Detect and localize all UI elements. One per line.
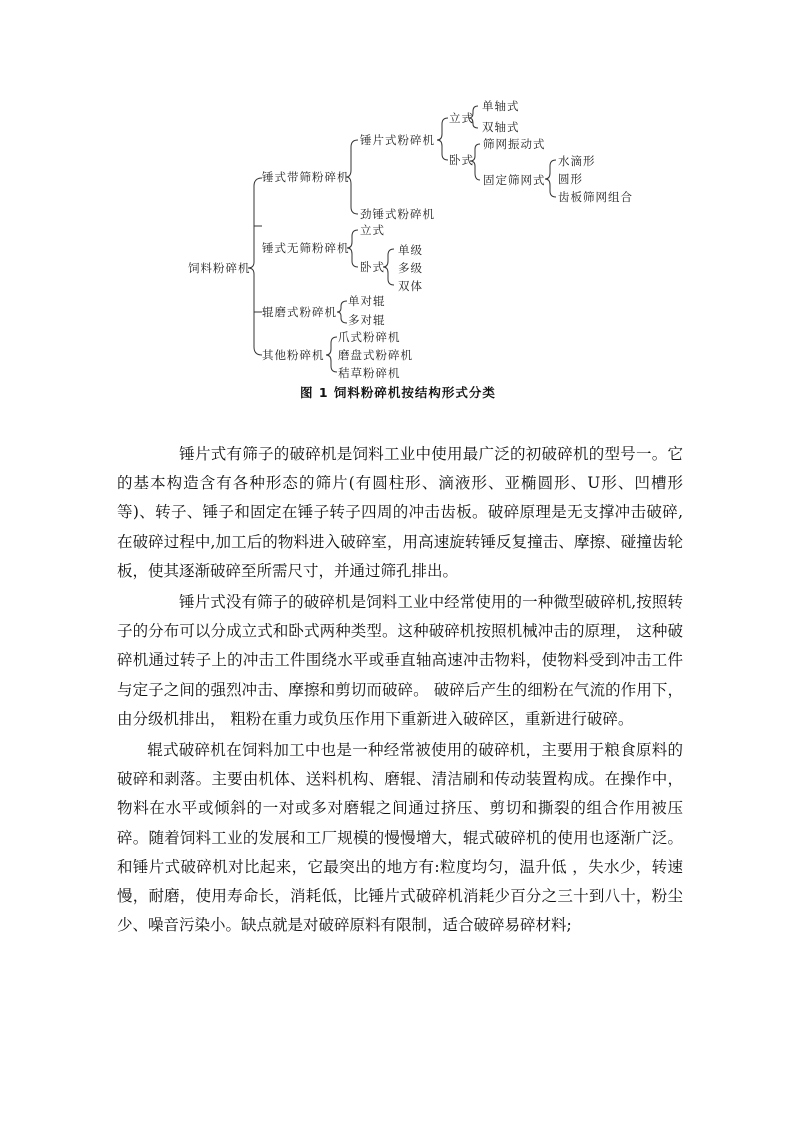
tree-hammer-vertical: 立式 [449,111,474,125]
other-brace [326,337,337,372]
tree-twin-body: 双体 [398,279,423,293]
tree-claw-mill: 爪式粉碎机 [338,330,401,344]
tree-hammer-horizontal: 卧式 [449,153,474,167]
paragraph [117,588,683,734]
tree-level1-hammer-no-sieve: 锤式无筛粉碎机 [262,241,350,255]
tree-level1-other: 其他粉碎机 [262,348,325,362]
body-text [117,440,683,942]
tree-no-sieve-horizontal: 卧式 [360,260,385,274]
tree-strong-hammer: 劲锤式粉碎机 [360,207,435,221]
tree-double-shaft: 双轴式 [482,120,520,134]
fixed-screen-brace [545,160,556,197]
tree-fixed-screen: 固定筛网式 [483,173,546,187]
paragraph [117,440,683,586]
tree-disc-mill: 磨盘式粉碎机 [338,348,413,362]
roller-brace [337,301,347,323]
tree-hammer-piece: 锤片式粉碎机 [360,133,435,147]
paragraph-text: 辊式破碎机在饲料加工中也是一种经常被使用的破碎机，主要用于粮食原料的破碎和剥落。主要由机体、送料机构、磨辊、清洁刷和传动装置构成。在操作中，物料在水平或倾斜的一对或多对磨辊之间通过挤压、剪切和撕裂的组合作用被压碎。随着饲料工业的发展和工厂规模的慢慢增大，辊式破碎机的使用也逐渐广泛。和锤片式破碎机对比起来，它最突出的地方有:粒度均匀，温升低 ，失水少，转速慢，耐磨，使用寿命长，消耗低，比锤片式破碎机消耗少百分之三十到八十，粉尘少、噪音污染小。缺点就是对破碎原料有限制，适合破碎易碎材料; [117,741,683,935]
tree-vibrating-screen: 筛网振动式 [483,137,546,151]
tree-root-label: 饲料粉碎机 [188,261,251,275]
tree-single-shaft: 单轴式 [482,99,520,113]
tree-straw-mill: 秸草粉碎机 [338,366,401,380]
paragraph-text: 锤片式有筛子的破碎机是饲料工业中使用最广泛的初破碎机的型号一。它的基本构造含有各种形态的筛片(有圆柱形、滴液形、亚椭圆形、U形、凹槽形等)、转子、锤子和固定在锤子转子四周的冲击齿板。破碎原理是无支撑冲击破碎,在破碎过程中,加工后的物料进入破碎室，用高速旋转锤反复撞击、摩擦、碰撞齿轮板，使其逐渐破碎至所需尺寸，并通过筛孔排出。 [117,445,683,580]
tree-round: 圆形 [558,172,583,186]
tree-level1-hammer-sieve: 锤式带筛粉碎机 [262,170,350,184]
tree-single-roller: 单对辊 [348,294,386,308]
tree-no-sieve-vertical: 立式 [360,223,385,237]
tree-single-stage: 单级 [398,243,423,257]
tree-multi-stage: 多级 [398,261,423,275]
tree-teardrop: 水滴形 [558,154,596,168]
paragraph [117,736,683,940]
tree-multi-roller: 多对辊 [348,313,386,327]
tree-toothed-plate: 齿板筛网组合 [558,190,633,204]
paragraph-text: 锤片式没有筛子的破碎机是饲料工业中经常使用的一种微型破碎机,按照转子的分布可以分成立式和卧式两种类型。这种破碎机按照机械冲击的原理， 这种破碎机通过转子上的冲击工件围绕水平或垂直轴高速冲击物料，使物料受到冲击工件与定子之间的强烈冲击、摩擦和剪切而破碎。 破碎后产生的细粉在气流的作用下， 由分级机排出， 粗粉在重力或负压作用下重新进入破碎区，重新进行破碎。 [117,593,683,728]
figure-caption: 图 1 饲料粉碎机按结构形式分类 [300,385,496,400]
tree-level1-roller: 辊磨式粉碎机 [262,305,337,319]
hammer-piece-brace [437,118,448,160]
